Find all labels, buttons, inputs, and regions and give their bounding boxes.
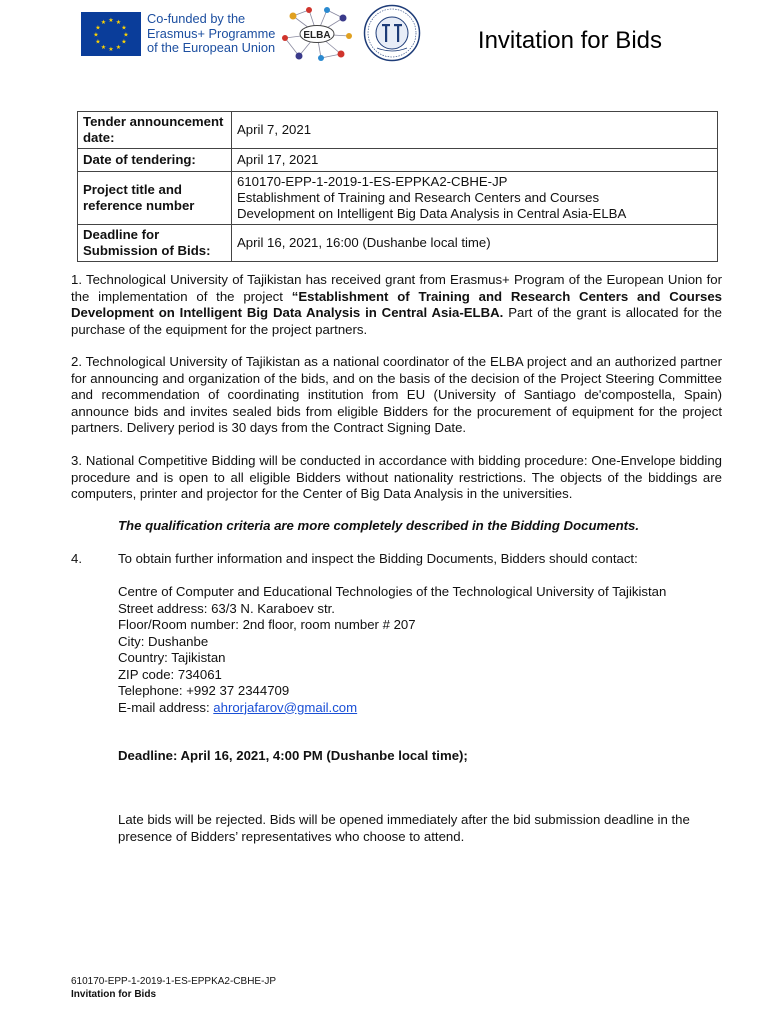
svg-text:★: ★ bbox=[108, 46, 114, 53]
eu-text-line2: Erasmus+ Programme bbox=[147, 25, 276, 41]
paragraph-4-number: 4. bbox=[71, 551, 82, 566]
tendering-date-label: Date of tendering: bbox=[78, 149, 232, 172]
project-title-line2: Development on Intelligent Big Data Analysis in Central Asia-ELBA bbox=[237, 206, 627, 221]
svg-text:★: ★ bbox=[121, 38, 127, 46]
contact-email-row bbox=[118, 700, 666, 717]
tender-date-value: April 7, 2021 bbox=[232, 112, 718, 149]
paragraph-3: 3. National Competitive Bidding will be conducted in accordance with bidding procedure: One-Envelope bidding procedure and is open to all eligible Bidders without nationality restrictions. The objects of the biddings are computers, printer and projector for the Center of Big Data Analysis in the universities. bbox=[71, 453, 722, 501]
project-title-label: Project title and reference number bbox=[78, 172, 232, 225]
deadline-value: April 16, 2021, 16:00 (Dushanbe local time) bbox=[232, 225, 718, 262]
paragraph-1-project-name: “Establishment of Training and Research Centers and Courses Development on Intelligent Big Data Analysis in Central Asia-ELBA. bbox=[71, 288, 722, 320]
paragraph-1-start: 1. Technological University of Tajikistan has received grant from Erasmus+ Program of the European Union for the implementation of the project bbox=[71, 272, 722, 304]
project-title-value bbox=[232, 172, 718, 225]
contact-block bbox=[118, 584, 666, 716]
project-title-line1: Establishment of Training and Research Centers and Courses bbox=[237, 190, 600, 205]
contact-email-label: E-mail address: bbox=[118, 699, 214, 715]
contact-city: City: Dushanbe bbox=[118, 633, 209, 649]
table-row bbox=[78, 172, 718, 225]
deadline-label: Deadline for Submission of Bids: bbox=[78, 225, 232, 262]
elba-logo-text: ELBA bbox=[303, 30, 331, 41]
university-seal-logo bbox=[363, 4, 421, 62]
table-row bbox=[78, 225, 718, 262]
contact-organization: Centre of Computer and Educational Technologies of the Technological University of Tajikistan bbox=[118, 584, 667, 599]
eu-flag-logo bbox=[81, 12, 141, 56]
deadline-statement: Deadline: April 16, 2021, 4:00 PM (Dushanbe local time); bbox=[118, 748, 468, 763]
contact-zip: ZIP code: 734061 bbox=[118, 666, 222, 682]
eu-text-line1: Co-funded by the bbox=[147, 11, 246, 26]
paragraph-1-end: Part of the grant is allocated for the purchase of the equipment for the project partners. bbox=[71, 305, 723, 337]
paragraph-2: 2. Technological University of Tajikistan as a national coordinator of the ELBA project and an authorized partner for announcing and organization of the bids, and on the basis of the decision of the Project Steering Committee and recommendation of coordinating institution from EU (University of Santiago de'compostella, Spain) announce bids and invites sealed bids from eligible Bidders for the procurement of equipment for the project partners. Delivery period is 30 days from the Contract Signing Date. bbox=[71, 354, 722, 435]
tender-date-label: Tender announcement date: bbox=[78, 112, 232, 149]
page-footer bbox=[71, 975, 276, 1001]
eu-text-line3: of the European Union bbox=[147, 40, 276, 56]
tendering-date-value: April 17, 2021 bbox=[232, 149, 718, 172]
svg-text:★: ★ bbox=[115, 44, 122, 51]
eu-stars-icon bbox=[81, 12, 141, 56]
footer-reference: 610170-EPP-1-2019-1-ES-EPPKA2-CBHE-JP bbox=[71, 976, 277, 987]
late-bids-note: Late bids will be rejected. Bids will be opened immediately after the bid submission deadline in the presence of Bidders’ representatives who choose to attend. bbox=[118, 812, 690, 844]
svg-text:★: ★ bbox=[108, 17, 114, 24]
tender-info-table bbox=[77, 111, 718, 262]
paragraph-4: To obtain further information and inspect the Bidding Documents, Bidders should contact: bbox=[118, 551, 638, 566]
contact-phone: Telephone: +992 37 2344709 bbox=[118, 683, 290, 698]
table-row bbox=[78, 112, 718, 149]
elba-network-icon bbox=[279, 6, 355, 62]
svg-text:★: ★ bbox=[95, 24, 101, 32]
contact-email-link[interactable]: ahrorjafarov@gmail.com bbox=[213, 699, 358, 715]
footer-title: Invitation for Bids bbox=[71, 989, 156, 1000]
eu-cofunded-text bbox=[147, 12, 275, 56]
qualification-criteria-note: The qualification criteria are more completely described in the Bidding Documents. bbox=[118, 518, 640, 533]
svg-text:★: ★ bbox=[100, 44, 107, 51]
svg-text:★: ★ bbox=[115, 19, 122, 26]
document-title: Invitation for Bids bbox=[477, 27, 662, 54]
university-seal-icon bbox=[363, 4, 421, 62]
elba-logo bbox=[279, 6, 355, 62]
table-row bbox=[78, 149, 718, 172]
svg-text:★: ★ bbox=[121, 24, 127, 32]
svg-text:★: ★ bbox=[95, 38, 101, 46]
contact-floor: Floor/Room number: 2nd floor, room number # 207 bbox=[118, 617, 416, 632]
svg-text:★: ★ bbox=[123, 31, 129, 39]
contact-country: Country: Tajikistan bbox=[118, 650, 226, 665]
paragraph-1 bbox=[71, 272, 722, 338]
svg-text:★: ★ bbox=[100, 19, 107, 26]
svg-text:★: ★ bbox=[93, 31, 99, 39]
project-reference: 610170-EPP-1-2019-1-ES-EPPKA2-CBHE-JP bbox=[237, 174, 508, 189]
contact-street: Street address: 63/3 N. Karaboev str. bbox=[118, 600, 335, 616]
